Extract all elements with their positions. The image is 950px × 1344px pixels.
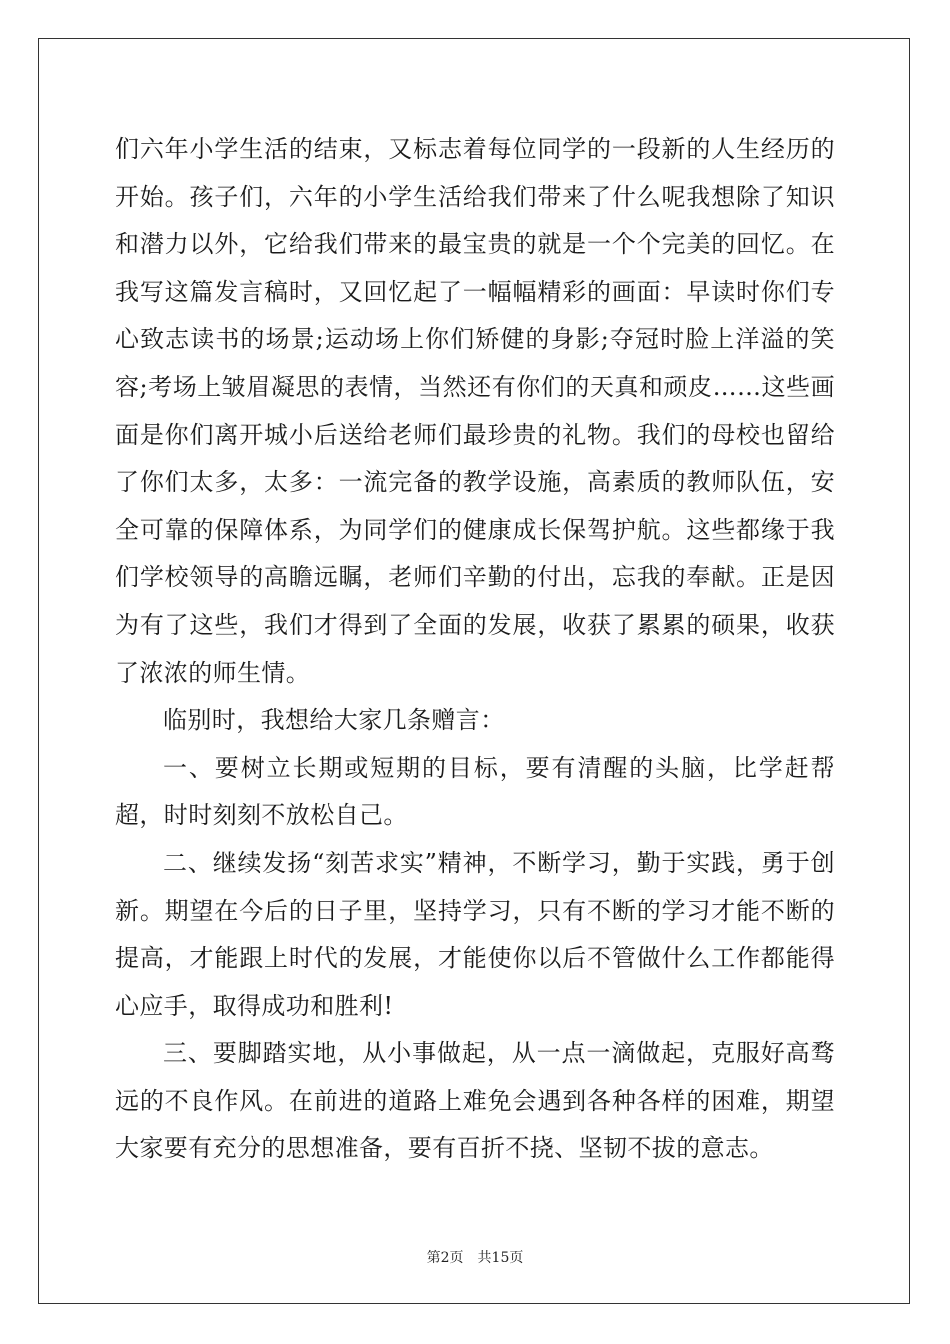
page-total: 共15页 (477, 1250, 524, 1266)
paragraph-advice-1: 一、要树立长期或短期的目标，要有清醒的头脑，比学赶帮超，时时刻刻不放松自己。 (115, 753, 835, 830)
document-body (115, 126, 835, 1173)
page-number: 第2页 (426, 1250, 464, 1266)
paragraph-farewell-intro: 临别时，我想给大家几条赠言： (163, 706, 505, 735)
paragraph-continued: 们六年小学生活的结束，又标志着每位同学的一段新的人生经历的开始。孩子们，六年的小学生活给我们带来了什么呢我想除了知识和潜力以外，它给我们带来的最宝贵的就是一个个完美的回忆。在我写这篇发言稿时，又回忆起了一幅幅精彩的画面：早读时你们专心致志读书的场景;运动场上你们矫健的身影;夺冠时脸上洋溢的笑容;考场上皱眉凝思的表情，当然还有你们的天真和顽皮……这些画面是你们离开城小后送给老师们最珍贵的礼物。我们的母校也留给了你们太多，太多：一流完备的教学设施，高素质的教师队伍，安全可靠的保障体系，为同学们的健康成长保驾护航。这些都缘于我们学校领导的高瞻远瞩，老师们辛勤的付出，忘我的奉献。正是因为有了这些，我们才得到了全面的发展，收获了累累的硕果，收获了浓浓的师生情。 (115, 135, 835, 687)
page-footer (0, 1247, 950, 1267)
paragraph-advice-3: 三、要脚踏实地，从小事做起，从一点一滴做起，克服好高骛远的不良作风。在前进的道路上难免会遇到各种各样的困难，期望大家要有充分的思想准备，要有百折不挠、坚韧不拔的意志。 (115, 1039, 835, 1163)
paragraph-advice-2: 二、继续发扬“刻苦求实”精神，不断学习，勤于实践，勇于创新。期望在今后的日子里，坚持学习，只有不断的学习才能不断的提高，才能跟上时代的发展，才能使你以后不管做什么工作都能得心应手，取得成功和胜利! (115, 848, 835, 1020)
